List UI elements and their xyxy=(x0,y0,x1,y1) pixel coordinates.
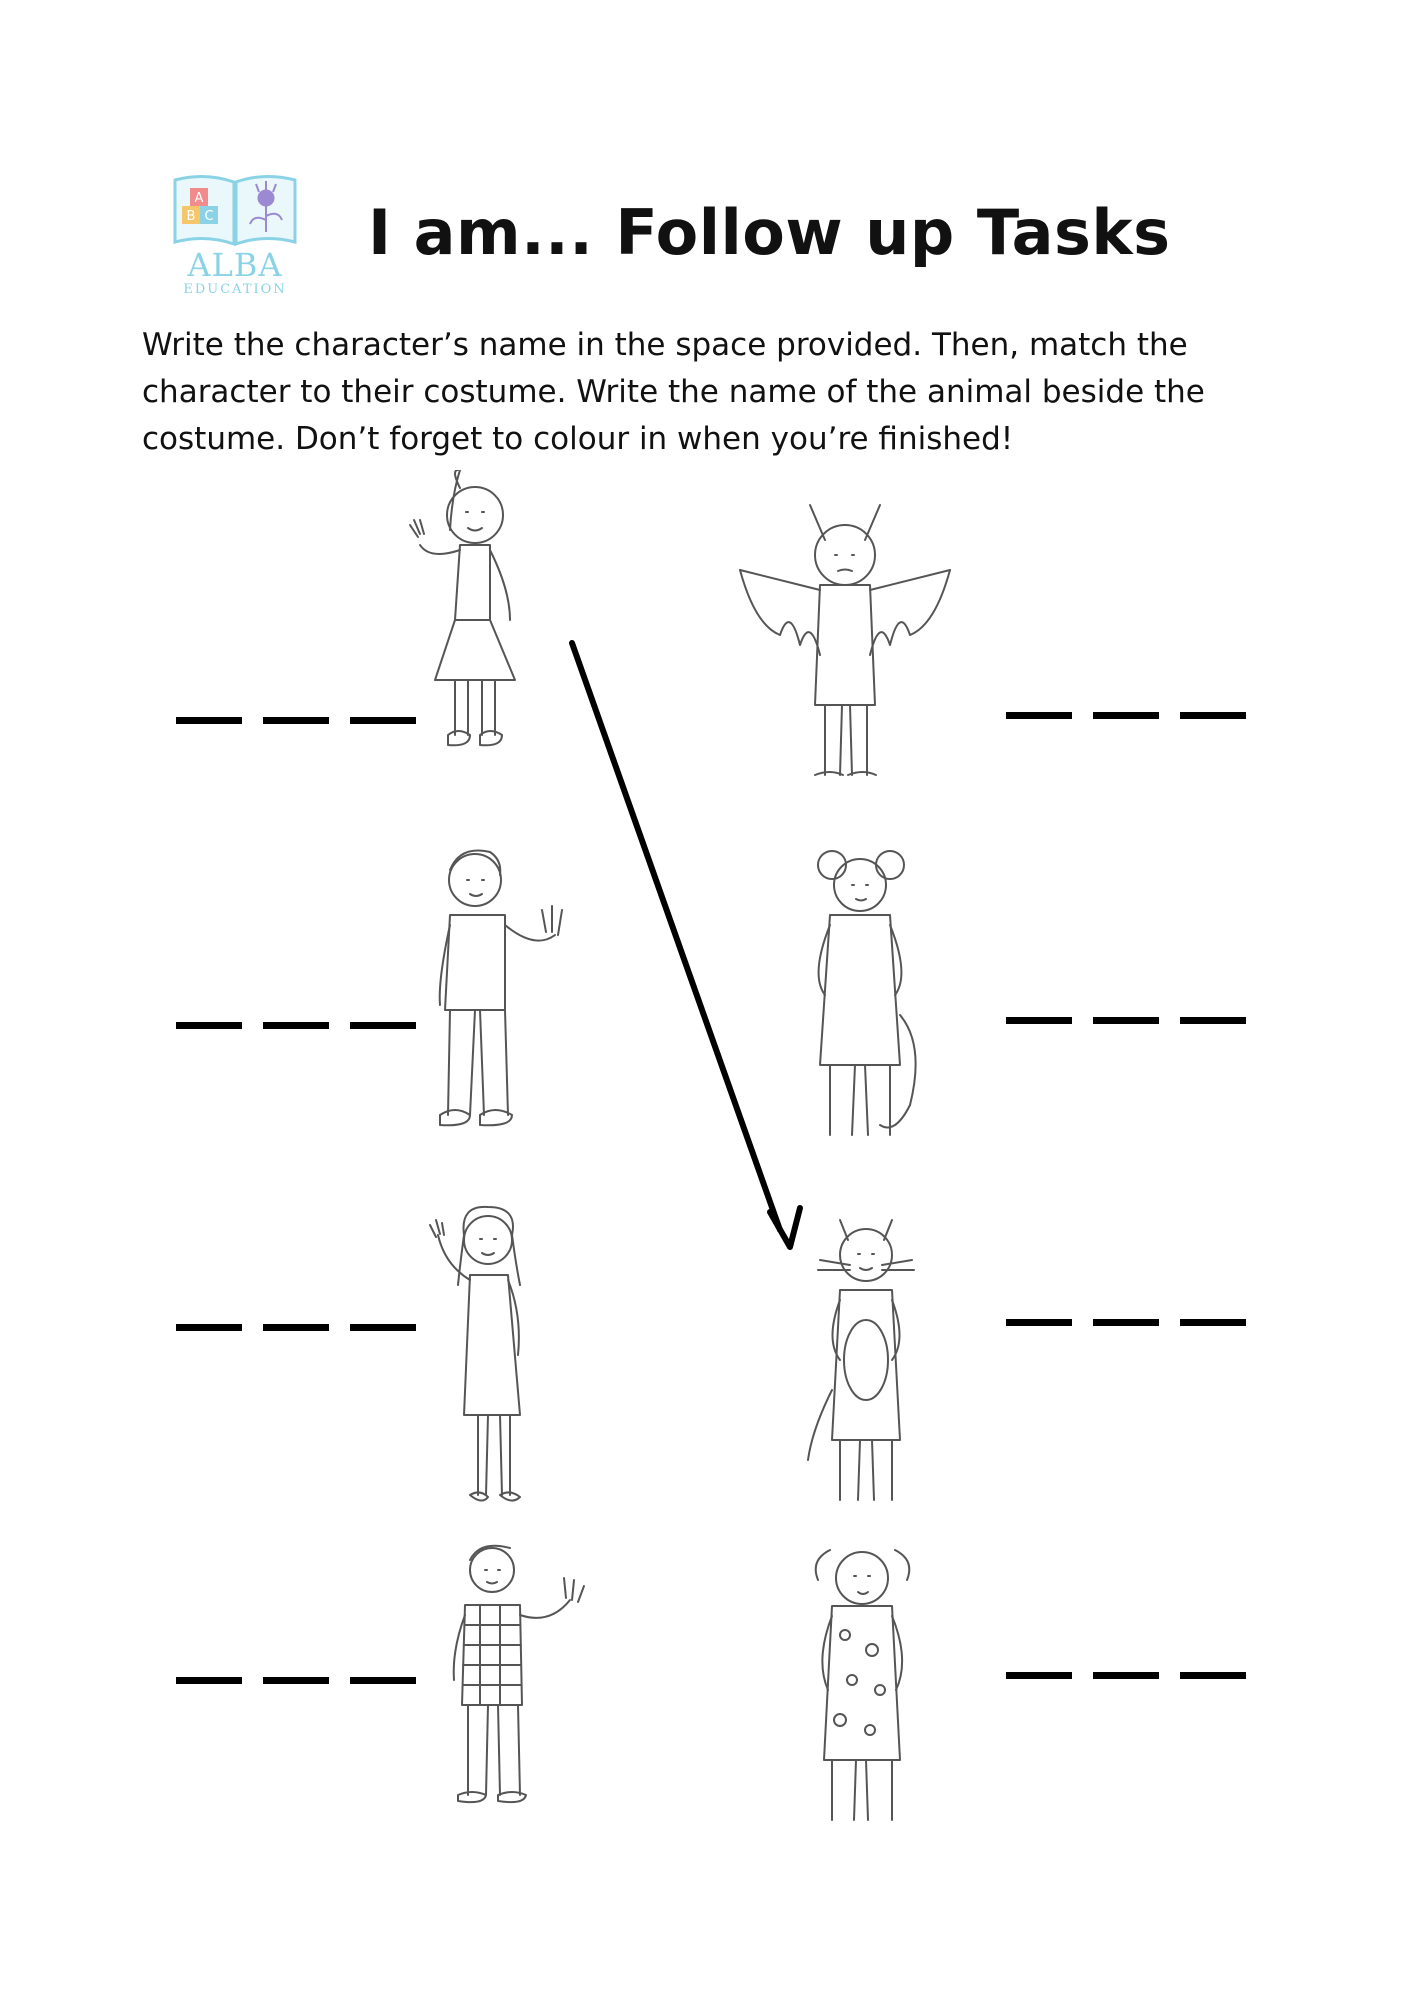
girl-long-hair-figure xyxy=(420,1195,560,1515)
alba-education-logo xyxy=(170,170,300,300)
character-name-blank[interactable] xyxy=(176,1665,416,1695)
cat-costume-figure xyxy=(800,1210,940,1510)
page-title: I am... Follow up Tasks xyxy=(368,196,1171,269)
block-c-letter: C xyxy=(204,209,214,224)
character-name-blank[interactable] xyxy=(176,1010,416,1040)
animal-name-blank[interactable] xyxy=(1006,1660,1246,1690)
bat-costume-figure xyxy=(720,495,970,785)
open-book-icon xyxy=(170,170,300,250)
animal-name-blank[interactable] xyxy=(1006,700,1246,730)
character-name-blank[interactable] xyxy=(176,1312,416,1342)
girl-ponytail-figure xyxy=(400,470,550,760)
logo-subtitle: EDUCATION xyxy=(183,282,287,297)
logo-name: ALBA xyxy=(187,246,283,284)
instructions-text: Write the character’s name in the space provided. Then, match the character to their costume. Write the name of the animal beside the costume. Don’t forget to colour in when you’re finished! xyxy=(142,327,1205,457)
arrow-head-icon xyxy=(770,1208,800,1247)
man-checked-shirt-figure xyxy=(440,1530,610,1830)
boy-jumper-figure xyxy=(420,840,590,1150)
animal-name-blank[interactable] xyxy=(1006,1005,1246,1035)
character-name-blank[interactable] xyxy=(176,705,416,735)
animal-name-blank[interactable] xyxy=(1006,1307,1246,1337)
block-a-letter: A xyxy=(194,191,204,206)
block-b-letter: B xyxy=(186,209,196,224)
dog-costume-figure xyxy=(800,1540,930,1830)
mouse-costume-figure xyxy=(800,845,950,1150)
